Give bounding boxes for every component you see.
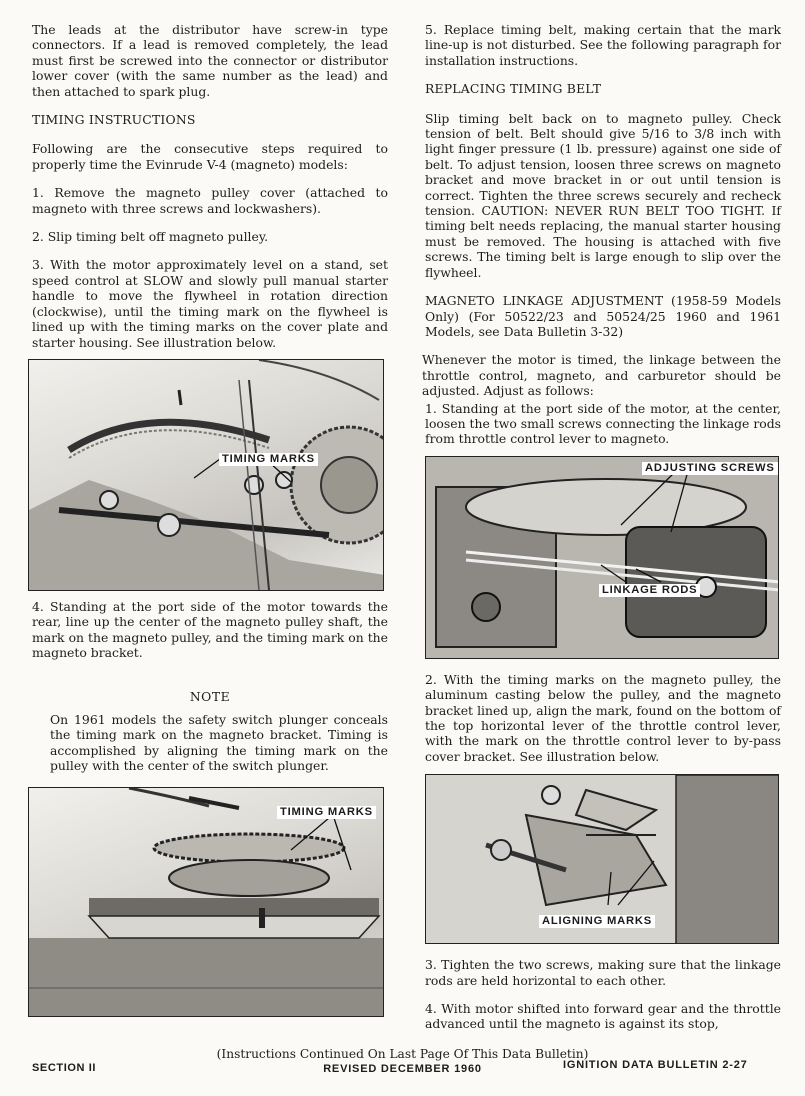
figure3-linkage-rods-label: LINKAGE RODS — [599, 584, 700, 597]
note-body: On 1961 models the safety switch plunger conceals the timing mark on the magneto bracket. Timing is accomplished by aligning the timing mark on the pulley with the center of the switch plunger. — [50, 711, 388, 774]
left-column — [32, 22, 388, 1017]
figure-aligning-marks — [425, 774, 779, 944]
linkage-intro-paragraph: Whenever the motor is timed, the linkage between the throttle control, magneto, and carburetor should be adjusted. Adjust as follows: — [422, 352, 781, 399]
timing-step-3: 3. With the motor approximately level on a stand, set speed control at SLOW and slowly pull manual starter handle to move the flywheel in rotation direction (clockwise), until the timing mark on the flywheel is lined up with the timing marks on the cover plate and starter housing. See illustration below. — [32, 257, 388, 350]
replacing-belt-paragraph: Slip timing belt back on to magneto pulley. Check tension of belt. Belt should give 5/16 to 3/8 inch with light finger pressure (1 lb. pressure) against one side of belt. To adjust tension, loosen three screws on magneto bracket and move bracket in or out until tension is correct. Tighten the three screws securely and recheck tension. CAUTION: NEVER RUN BELT TOO TIGHT. If timing belt needs replacing, the manual starter housing must be removed. The housing is attached with five screws. The timing belt is large enough to slip over the flywheel. — [425, 110, 781, 280]
timing-step-4: 4. Standing at the port side of the motor towards the rear, line up the center of the magneto pulley shaft, the mark on the magneto pulley, and the timing mark on the magneto bracket. — [32, 598, 388, 661]
figure-pulley-timing-marks — [28, 787, 384, 1017]
linkage-step-1: 1. Standing at the port side of the motor, at the center, loosen the two small screws connecting the linkage rods from throttle control lever to magneto. — [425, 400, 781, 447]
figure-linkage-rods — [425, 456, 779, 659]
figure3-adjusting-screws-label: ADJUSTING SCREWS — [642, 462, 778, 475]
footer-center — [200, 1047, 605, 1077]
timing-step-2: 2. Slip timing belt off magneto pulley. — [32, 229, 269, 245]
flywheel-illustration — [29, 360, 384, 591]
magneto-linkage-heading: MAGNETO LINKAGE ADJUSTMENT (1958-59 Models Only) (For 50522/23 and 50524/25 1960 and 1961 Models, see Data Bulletin 3-32) — [425, 293, 781, 339]
note-title: NOTE — [189, 688, 231, 704]
footer-continued-note: (Instructions Continued On Last Page Of This Data Bulletin) — [216, 1047, 589, 1061]
figure2-timing-marks-label: TIMING MARKS — [277, 806, 376, 819]
figure-flywheel-timing-marks — [28, 359, 384, 591]
replacing-timing-belt-heading: REPLACING TIMING BELT — [425, 81, 602, 97]
right-column — [422, 22, 781, 1045]
timing-step-5: 5. Replace timing belt, making certain that the mark line-up is not disturbed. See the following paragraph for installation instructions. — [425, 22, 781, 68]
timing-instructions-heading: TIMING INSTRUCTIONS — [32, 112, 196, 128]
intro-paragraph: The leads at the distributor have screw-in type connectors. If a lead is removed completely, the lead must first be screwed into the connector or distributor lower cover (with the same number as the lead) and then attached to spark plug. — [32, 22, 388, 99]
linkage-illustration — [426, 457, 779, 659]
footer-revised-date: REVISED DECEMBER 1960 — [323, 1063, 482, 1075]
footer-bulletin-number: IGNITION DATA BULLETIN 2-27 — [563, 1059, 748, 1071]
pulley-illustration — [29, 788, 384, 1017]
timing-step-1: 1. Remove the magneto pulley cover (attached to magneto with three screws and lockwashers). — [32, 185, 388, 216]
linkage-step-4: 4. With motor shifted into forward gear and the throttle advanced until the magneto is against its stop, — [425, 1001, 781, 1032]
timing-intro-paragraph: Following are the consecutive steps required to properly time the Evinrude V-4 (magneto) models: — [32, 141, 388, 172]
linkage-step-3: 3. Tighten the two screws, making sure that the linkage rods are held horizontal to each other. — [425, 957, 781, 988]
figure1-timing-marks-label: TIMING MARKS — [219, 453, 318, 466]
linkage-step-2: 2. With the timing marks on the magneto pulley, the aluminum casting below the pulley, and the magneto bracket lined up, align the mark, found on the bottom of the top horizontal lever of the throttle control lever, with the mark on the throttle control lever to by-pass cover bracket. See illustration below. — [425, 671, 781, 764]
figure4-aligning-marks-label: ALIGNING MARKS — [539, 915, 655, 928]
footer-section: SECTION II — [32, 1062, 97, 1074]
